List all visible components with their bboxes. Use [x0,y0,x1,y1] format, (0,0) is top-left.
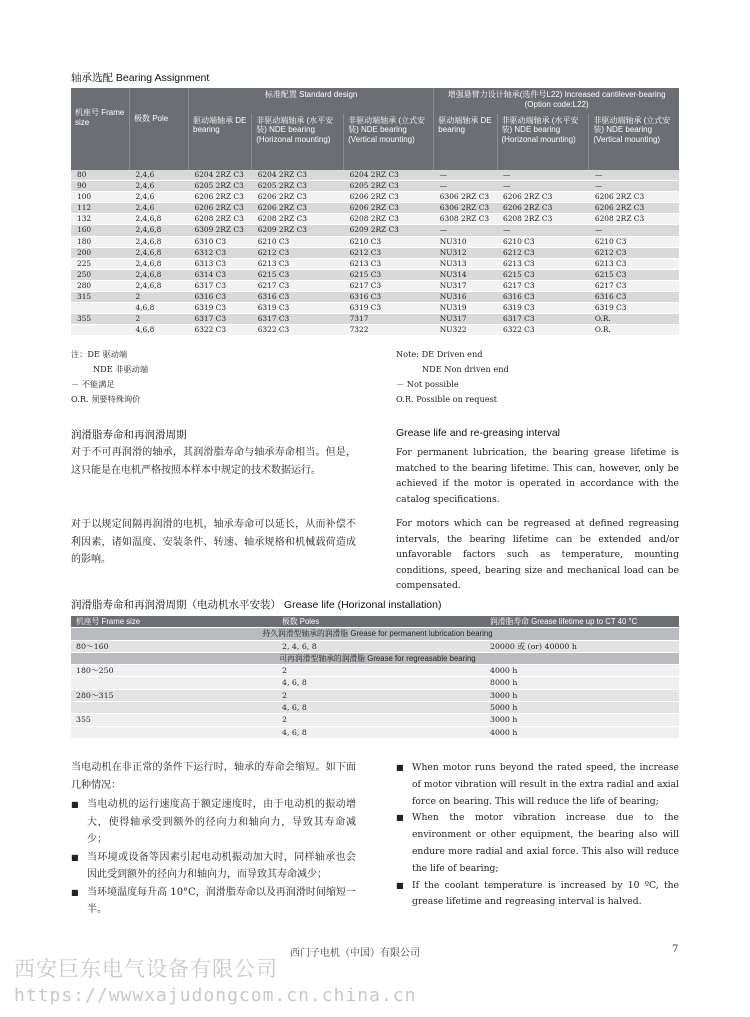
bearing-cell-indeh: 6317 C3 [497,314,589,325]
bearing-cell-de: 6314 C3 [189,269,252,280]
bearing-cell-ndev: 6204 2RZ C3 [344,170,434,181]
bearing-cell-indev: 6206 2RZ C3 [589,192,679,203]
bearing-cell-de: 6317 C3 [189,314,252,325]
grease-cell-life: 8000 h [485,677,679,689]
footer-company: 西门子电机（中国）有限公司 [290,948,420,959]
bearing-cell-indev: 6212 C3 [589,247,679,258]
grease-cell-life: 3000 h [485,714,679,726]
bearing-cell-pole: 2,4,6 [130,192,189,203]
bearing-cell-indeh: 6217 C3 [497,280,589,291]
grease-cell-poles: 2 [277,689,485,701]
bearing-cell-pole: 2 [130,292,189,303]
bullet-cn: ■ 当环境温度每升高 10°C，润滑脂寿命以及再润滑时间缩短一半。 [71,884,356,919]
grease-header-life: 润滑脂寿命 Grease lifetime up to CT 40 °C [485,616,679,628]
bearing-cell-frame: 250 [71,269,130,280]
bearing-row [71,325,679,336]
bearing-cell-pole: 4,6,8 [130,325,189,336]
grease-paragraph-en-1: For permanent lubrication, the bearing grease lifetime is matched to the bearing lifetime. This can, however, only be achieved if the motor is operated in accordance with the catalog specifications. [396,447,679,505]
bearing-cell-ndev: 7322 [344,325,434,336]
bearing-cell-indeh: 6210 C3 [497,236,589,247]
bearing-cell-frame: 100 [71,192,130,203]
bearing-cell-indev: — [589,225,679,236]
bearing-cell-ide: — [434,181,497,192]
bearing-cell-ndev: 6208 2RZ C3 [344,214,434,225]
grease-row [71,726,679,738]
bearing-cell-ndev: 6209 2RZ C3 [344,225,434,236]
header-inc-nde-horizontal: 非驱动端轴承 (水平安装) NDE bearing (Horizonal mounting) [497,114,589,170]
bearing-row [71,303,679,314]
grease-cell-frame [71,677,277,689]
header-frame: 机座号 Frame size [71,88,130,170]
bearing-cell-ide: NU314 [434,269,497,280]
note-line: NDE 非驱动端 [93,364,149,374]
grease-life-table [71,616,679,739]
conditions-bullets-cn [71,796,356,919]
bearing-cell-ide: NU310 [434,236,497,247]
bearing-row [71,170,679,181]
bearing-row [71,192,679,203]
grease-cell-poles: 4, 6, 8 [277,677,485,689]
bearing-cell-pole: 4,6,8 [130,303,189,314]
bearing-cell-ndeh: 6212 C3 [252,247,344,258]
bearing-cell-ide: NU313 [434,258,497,269]
bearing-cell-ndeh: 6215 C3 [252,269,344,280]
bearing-row [71,258,679,269]
grease-cell-life: 5000 h [485,702,679,714]
bearing-cell-indev: O.R. [589,314,679,325]
grease-cell-frame [71,726,277,738]
bearing-cell-ndeh: 6317 C3 [252,314,344,325]
bearing-cell-ndeh: 6205 2RZ C3 [252,181,344,192]
grease-subheader-regreasable: 可再润滑型轴承的润滑脂 Grease for regreasable bearing [71,652,679,664]
bearing-cell-ide: 6308 2RZ C3 [434,214,497,225]
bearing-cell-de: 6312 C3 [189,247,252,258]
note-line: O.R. 须要特殊询价 [71,394,141,404]
bearing-cell-ndev: 6319 C3 [344,303,434,314]
grease-cell-poles: 4, 6, 8 [277,702,485,714]
bearing-cell-ndev: 6210 C3 [344,236,434,247]
bearing-cell-de: 6313 C3 [189,258,252,269]
bearing-assignment-table [71,88,679,336]
header-de: 驱动端轴承 DE bearing [189,114,252,170]
note-line: － Not possible [396,379,459,389]
header-inc-de: 驱动端轴承 DE bearing [434,114,497,170]
bearing-cell-de: 6310 C3 [189,236,252,247]
grease-cell-frame: 355 [71,714,277,726]
bearing-cell-indeh: 6322 C3 [497,325,589,336]
grease-cell-poles: 2, 4, 6, 8 [277,640,485,652]
bearing-cell-indeh: 6316 C3 [497,292,589,303]
bearing-row [71,292,679,303]
bearing-cell-indev: 6210 C3 [589,236,679,247]
grease-paragraph-cn-2: 对于以规定间隔再润滑的电机，轴承寿命可以延长，从而补偿不利因素，诸如温度、安装条件、转速、轴承规格和机械载荷造成的影响。 [71,519,356,565]
bearing-cell-indev: — [589,181,679,192]
note-line: Note: DE Driven end [396,349,483,359]
bearing-cell-ide: 6306 2RZ C3 [434,192,497,203]
bearing-cell-frame: 80 [71,170,130,181]
grease-row [71,702,679,714]
grease-header-frame: 机座号 Frame size [71,616,277,628]
bearing-cell-frame: 280 [71,280,130,291]
bearing-cell-frame: 160 [71,225,130,236]
grease-cell-frame: 280～315 [71,689,277,701]
header-increased-design: 增强悬臂力设计轴承(选件号L22) Increased cantilever-bearing (Option code:L22) [434,88,679,114]
bearing-cell-ide: NU317 [434,280,497,291]
bearing-cell-pole: 2,4,6,8 [130,258,189,269]
bearing-cell-indev: 6206 2RZ C3 [589,203,679,214]
grease-cell-life: 4000 h [485,726,679,738]
header-nde-horizontal: 非驱动端轴承 (水平安装) NDE bearing (Horizonal mounting) [252,114,344,170]
bearing-cell-ndeh: 6210 C3 [252,236,344,247]
grease-table-title: 润滑脂寿命和再润滑周期（电动机水平安装） Grease life (Horizonal installation) [71,599,442,611]
bearing-cell-ndeh: 6206 2RZ C3 [252,192,344,203]
bearing-cell-de: 6204 2RZ C3 [189,170,252,181]
grease-paragraph-en-2: For motors which can be regreased at defined regreasing intervals, the bearing lifetime can be extended and/or unfavorable factors such as temperature, mounting conditions, speed, bearing size and mechanical load can be compensated. [396,518,679,591]
bearing-cell-ndeh: 6217 C3 [252,280,344,291]
bearing-row [71,225,679,236]
bearing-cell-frame: 180 [71,236,130,247]
grease-subheader-permanent: 持久润滑型轴承的润滑脂 Grease for permanent lubrication bearing [71,628,679,640]
bearing-cell-indeh: — [497,181,589,192]
note-line: O.R. Possible on request [396,394,498,404]
bearing-cell-de: 6322 C3 [189,325,252,336]
bearing-cell-de: 6206 2RZ C3 [189,203,252,214]
grease-cell-poles: 2 [277,665,485,677]
bearing-cell-pole: 2,4,6,8 [130,247,189,258]
bearing-row [71,280,679,291]
header-standard-design: 标准配置 Standard design [189,88,434,114]
bearing-cell-pole: 2,4,6,8 [130,280,189,291]
bearing-row [71,269,679,280]
bearing-cell-frame: 112 [71,203,130,214]
bearing-cell-indev: 6215 C3 [589,269,679,280]
bearing-cell-de: 6316 C3 [189,292,252,303]
bearing-cell-ide: NU312 [434,247,497,258]
bearing-cell-pole: 2,4,6,8 [130,214,189,225]
bearing-cell-ide: NU316 [434,292,497,303]
bearing-cell-de: 6208 2RZ C3 [189,214,252,225]
bullet-cn: ■ 当电动机的运行速度高于额定速度时，由于电动机的振动增大，使得轴承受到额外的径向力和轴向力，导致其寿命减少； [71,796,356,849]
grease-header-poles: 极数 Poles [277,616,485,628]
grease-title-en: Grease life and re-greasing interval [396,427,561,439]
grease-paragraph-cn-1: 对于不可再润滑的轴承，其润滑脂寿命与轴承寿命相当。但是，这只能是在电机严格按照本样本中规定的技术数据运行。 [71,447,356,476]
grease-row [71,677,679,689]
conditions-intro: 当电动机在非正常的条件下运行时，轴承的寿命会缩短。如下面几种情况： [71,762,356,791]
grease-cell-life: 20000 或 (or) 40000 h [485,640,679,652]
bearing-cell-ndev: 6212 C3 [344,247,434,258]
bearing-cell-ide: NU322 [434,325,497,336]
bearing-row [71,214,679,225]
grease-row [71,689,679,701]
bearing-cell-de: 6206 2RZ C3 [189,192,252,203]
bearing-cell-indev: — [589,170,679,181]
grease-cell-poles: 4, 6, 8 [277,726,485,738]
bullet-cn: ■ 当环境或设备等因素引起电动机振动加大时，同样轴承也会因此受到额外的径向力和轴向力，而导致其寿命减少； [71,849,356,884]
bearing-cell-pole: 2,4,6,8 [130,225,189,236]
bearing-cell-ide: NU317 [434,314,497,325]
header-inc-nde-vertical: 非驱动端轴承 (立式安装) NDE bearing (Vertical mounting) [589,114,679,170]
bearing-cell-frame [71,303,130,314]
bearing-cell-ndeh: 6206 2RZ C3 [252,203,344,214]
bearing-cell-frame: 355 [71,314,130,325]
bearing-row [71,314,679,325]
note-line: － 不能满足 [71,379,115,389]
bearing-cell-ndev: 6206 2RZ C3 [344,203,434,214]
bearing-cell-ndeh: 6204 2RZ C3 [252,170,344,181]
bearing-cell-de: 6309 2RZ C3 [189,225,252,236]
bearing-cell-ndeh: 6322 C3 [252,325,344,336]
bearing-row [71,247,679,258]
grease-cell-frame: 80～160 [71,640,277,652]
bearing-cell-ndeh: 6316 C3 [252,292,344,303]
bearing-cell-frame: 90 [71,181,130,192]
bearing-cell-ndeh: 6209 2RZ C3 [252,225,344,236]
bearing-cell-ndev: 6206 2RZ C3 [344,192,434,203]
bearing-cell-ndev: 6205 2RZ C3 [344,181,434,192]
bearing-section-title: 轴承选配 Bearing Assignment [71,72,210,84]
bearing-cell-indeh: — [497,225,589,236]
bearing-cell-de: 6205 2RZ C3 [189,181,252,192]
notes-en [396,347,676,407]
bearing-cell-pole: 2 [130,314,189,325]
bearing-cell-ide: 6306 2RZ C3 [434,203,497,214]
bearing-cell-ndeh: 6319 C3 [252,303,344,314]
watermark-company: 西安巨东电气设备有限公司 [14,957,278,981]
bearing-cell-de: 6319 C3 [189,303,252,314]
bearing-cell-ndeh: 6208 2RZ C3 [252,214,344,225]
grease-row [71,714,679,726]
bearing-cell-indev: 6208 2RZ C3 [589,214,679,225]
bearing-cell-ndev: 6215 C3 [344,269,434,280]
grease-cell-poles: 2 [277,714,485,726]
bearing-cell-ide: NU319 [434,303,497,314]
grease-cell-frame [71,702,277,714]
bearing-cell-ndev: 6217 C3 [344,280,434,291]
bearing-cell-frame: 132 [71,214,130,225]
watermark-url: https://wwwxajudongcom.cn.china.cn [14,985,417,1006]
page-number: 7 [672,944,679,955]
bearing-cell-frame: 225 [71,258,130,269]
bearing-cell-indeh: 6212 C3 [497,247,589,258]
bearing-cell-indeh: 6206 2RZ C3 [497,203,589,214]
grease-cell-life: 4000 h [485,665,679,677]
bearing-cell-indev: 6217 C3 [589,280,679,291]
bearing-cell-pole: 2,4,6 [130,181,189,192]
bearing-cell-de: 6317 C3 [189,280,252,291]
bearing-cell-pole: 2,4,6,8 [130,236,189,247]
grease-title-cn: 润滑脂寿命和再润滑周期 [71,429,187,441]
bearing-cell-indev: 6319 C3 [589,303,679,314]
bearing-cell-ndev: 7317 [344,314,434,325]
bearing-cell-indev: O.R. [589,325,679,336]
bearing-cell-indev: 6213 C3 [589,258,679,269]
bearing-cell-indeh: 6208 2RZ C3 [497,214,589,225]
bearing-cell-pole: 2,4,6 [130,170,189,181]
bearing-cell-indeh: 6319 C3 [497,303,589,314]
bearing-row [71,236,679,247]
bearing-cell-ndeh: 6213 C3 [252,258,344,269]
bearing-cell-ide: — [434,170,497,181]
bearing-cell-ide: — [434,225,497,236]
bearing-cell-frame: 200 [71,247,130,258]
note-line: NDE Non driven end [422,364,509,374]
bearing-cell-pole: 2,4,6 [130,203,189,214]
conditions-bullets-en [396,760,679,911]
bearing-cell-pole: 2,4,6,8 [130,269,189,280]
note-line: 注：DE 驱动端 [71,349,128,359]
header-pole: 极数 Pole [130,88,189,170]
bearing-cell-indev: 6316 C3 [589,292,679,303]
bearing-row [71,203,679,214]
bearing-cell-indeh: — [497,170,589,181]
grease-cell-frame: 180～250 [71,665,277,677]
bearing-cell-indeh: 6206 2RZ C3 [497,192,589,203]
bearing-cell-indeh: 6215 C3 [497,269,589,280]
bullet-en: ■ When the motor vibration increase due to the environment or other equipment, the bearing also will endure more radial and axial force. This also will reduce the life of bearing; [396,810,679,877]
bullet-en: ■ If the coolant temperature is increased by 10 ºC, the grease lifetime and regreasing interval is halved. [396,878,679,912]
bearing-cell-indeh: 6213 C3 [497,258,589,269]
bearing-cell-frame: 315 [71,292,130,303]
bearing-cell-frame [71,325,130,336]
bullet-en: ■ When motor runs beyond the rated speed, the increase of motor vibration will result in the extra radial and axial force on bearing. This will reduce the life of bearing; [396,760,679,810]
header-nde-vertical: 非驱动端轴承 (立式安装) NDE bearing (Vertical mounting) [344,114,434,170]
bearing-cell-ndev: 6316 C3 [344,292,434,303]
grease-row [71,665,679,677]
bearing-row [71,181,679,192]
bearing-cell-ndev: 6213 C3 [344,258,434,269]
grease-cell-life: 3000 h [485,689,679,701]
notes-cn [71,347,371,407]
